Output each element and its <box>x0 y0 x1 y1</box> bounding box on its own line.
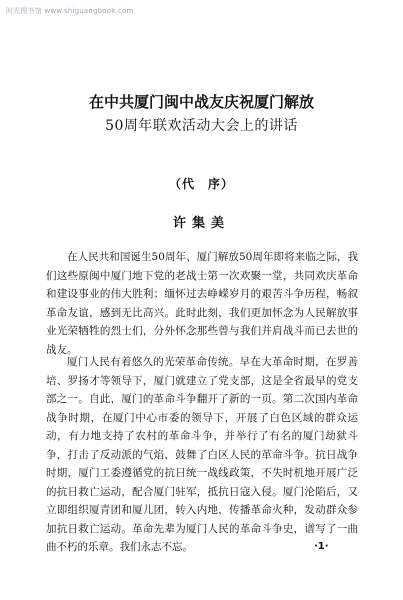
page-number: ·1· <box>314 541 329 552</box>
preface-label: （代 序） <box>168 177 234 191</box>
title-line-2: 50周年联欢活动大会上的讲话 <box>105 118 298 134</box>
paragraph-2: 厦门人民有着悠久的光荣革命传统。早在大革命时期，在罗善培、罗扬才等领导下，厦门就建立了党支部，这是全省最早的党支部之一。自此，厦门的革命斗争翻开了新的一页。第二次国内革命战争时期，在厦门中心市委的领导下，开展了白色区域的群众运动，有力地支持了农村的革命斗争，并举行了有名的厦门劫狱斗争，打击了反动派的气焰，鼓舞了白区人民的革命斗争。抗日战争时期，厦门工委遵循党的抗日统一战线政策，不失时机地开展广泛的抗日救亡运动，配合厦门驻军，抵抗日寇入侵。厦门沦陷后，又立即组织厦青团和厦儿团，转入内地，传播革命火种，发动群众参加抗日救亡运动。革命先辈为厦门人民的革命斗争史，谱写了一曲曲不朽的乐章。我们永志不忘。 <box>46 356 358 553</box>
watermark: 时光图书馆 www.shiguangbook.com <box>6 7 134 15</box>
title-line-1: 在中共厦门闽中战友庆祝厦门解放 <box>88 93 314 111</box>
author-name: 许集美 <box>172 216 230 231</box>
paragraph-1: 在人民共和国诞生50周年、厦门解放50周年即将来临之际，我们这些原闽中厦门地下党的老战士第一次欢聚一堂，共同欢庆革命和建设事业的伟大胜利；缅怀过去峥嵘岁月的艰苦斗争历程，畅叙革命友谊，感到无比高兴。此时此刻，我们更加怀念为人民解放事业光荣牺牲的烈士们，分外怀念那些曾与我们并肩战斗而已去世的战友。 <box>46 251 358 356</box>
